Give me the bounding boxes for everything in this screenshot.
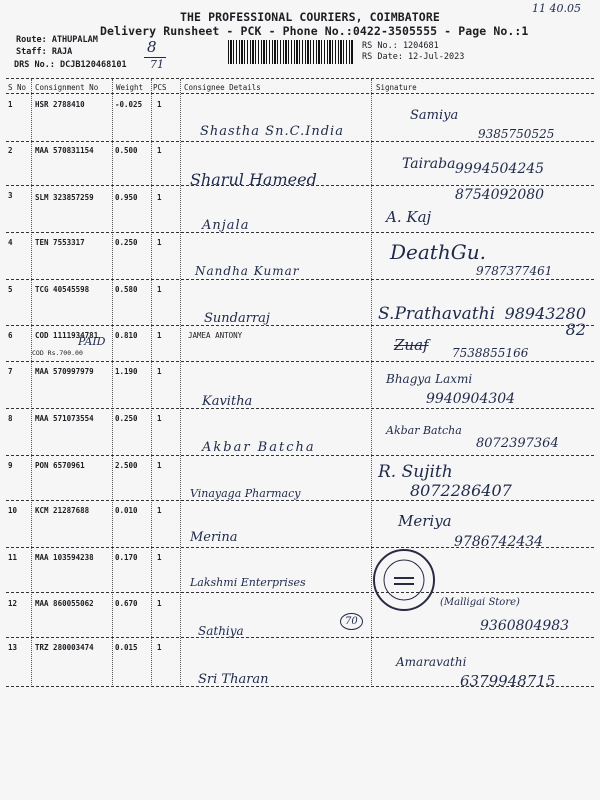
row-sig-name: S.Prathavathi <box>378 304 496 324</box>
row-consignment: SLM 323857259 <box>35 193 94 202</box>
circled-mark-value: 70 <box>340 613 363 630</box>
row-sno: 3 <box>8 191 13 200</box>
row-sig-name: Akbar Batcha <box>386 424 462 437</box>
row-weight: 0.250 <box>115 238 138 247</box>
row-pcs: 1 <box>157 238 162 247</box>
row-weight: 0.580 <box>115 285 138 294</box>
row-sig-phone: 6379948715 <box>460 672 556 690</box>
header-signature: Signature <box>376 83 417 92</box>
row-divider <box>6 637 594 638</box>
row-pcs: 1 <box>157 414 162 423</box>
row-weight: 0.015 <box>115 643 138 652</box>
row-consignee: JAMEA ANTONY <box>188 331 243 340</box>
row-sig-phone: 7538855166 <box>452 346 529 360</box>
row-consignment: MAA 103594238 <box>35 553 94 562</box>
row-consignee: Kavitha <box>202 394 253 409</box>
row-divider <box>6 547 594 548</box>
row-consignee: Sathiya <box>198 624 244 638</box>
staff-label: Staff: RAJA <box>16 47 73 57</box>
row-divider <box>6 408 594 409</box>
row-consignee: Lakshmi Enterprises <box>190 576 306 589</box>
row-weight: 0.670 <box>115 599 138 608</box>
header-consignment: Consignment No <box>35 83 99 92</box>
row-sig-name: A. Kaj <box>386 208 432 226</box>
row-pcs: 1 <box>157 193 162 202</box>
row-consignment: COD 1111934781 <box>35 331 99 340</box>
row-pcs: 1 <box>157 285 162 294</box>
company-title: THE PROFESSIONAL COURIERS, COIMBATORE <box>180 10 440 24</box>
row-consignment: MAA 860055062 <box>35 599 94 608</box>
row-consignment: TRZ 280003474 <box>35 643 94 652</box>
row-sig-phone: 9385750525 <box>478 127 555 141</box>
company-stamp <box>372 548 436 612</box>
row-sno: 7 <box>8 367 13 376</box>
row-pcs: 1 <box>157 599 162 608</box>
row-sig-phone: 8072286407 <box>410 481 512 500</box>
row-consignee: Shastha Sn.C.India <box>200 124 344 139</box>
row-sno: 12 <box>8 599 18 608</box>
row-weight: 0.810 <box>115 331 138 340</box>
row-divider <box>6 500 594 501</box>
row-pcs: 1 <box>157 146 162 155</box>
row-consignment: TCG 40545598 <box>35 285 90 294</box>
row-sno: 10 <box>8 506 18 515</box>
handwritten-count-top: 8 <box>147 38 157 56</box>
row-consignment: MAA 570997979 <box>35 367 94 376</box>
row-consignee: Sharul Hameed <box>190 170 317 189</box>
row-weight: 0.500 <box>115 146 138 155</box>
runsheet-subtitle: Delivery Runsheet - PCK - Phone No.:0422-3505555 - Page No.:1 <box>100 24 529 38</box>
row-weight: 0.010 <box>115 506 138 515</box>
row-consignee: Sri Tharan <box>198 672 269 687</box>
row-consignee: Sundarraj <box>204 311 270 326</box>
row-weight: 0.170 <box>115 553 138 562</box>
row-weight: 1.190 <box>115 367 138 376</box>
row-sig-name: DeathGu. <box>390 240 486 264</box>
stamp-seal-icon <box>372 548 436 612</box>
row-consignee: Merina <box>190 530 238 545</box>
row-pcs: 1 <box>157 367 162 376</box>
row-divider <box>6 141 594 142</box>
row-pcs: 1 <box>157 506 162 515</box>
row-sno: 8 <box>8 414 13 423</box>
row-divider <box>6 279 594 280</box>
row-sig-phone: 98943280 82 <box>504 304 586 339</box>
row-pcs: 1 <box>157 331 162 340</box>
row-sig-name: Samiya <box>410 108 459 123</box>
col-sep-3 <box>151 79 152 687</box>
row-sig-phone: 9787377461 <box>476 264 553 278</box>
row-sno: 2 <box>8 146 13 155</box>
row-sig-name: Amaravathi <box>396 655 467 669</box>
row-consignment: PON 6570961 <box>35 461 85 470</box>
header-weight: Weight <box>116 83 144 92</box>
row-consignee: Nandha Kumar <box>195 264 300 278</box>
row-sig-name: R. Sujith <box>378 462 453 482</box>
row-divider <box>6 592 594 593</box>
row-sno: 5 <box>8 285 13 294</box>
drs-number: DRS No.: DCJB120468101 <box>14 60 127 70</box>
row-divider <box>6 185 594 186</box>
row-pcs: 1 <box>157 643 162 652</box>
row-sno: 13 <box>8 643 18 652</box>
col-sep-1 <box>31 79 32 687</box>
table-bottom-rule <box>6 686 594 687</box>
rs-date: RS Date: 12-Jul-2023 <box>362 52 465 62</box>
row-sig-phone: 9786742434 <box>454 534 544 550</box>
header-sno: S No <box>8 83 27 92</box>
row-consignment: HSR 2788410 <box>35 100 85 109</box>
col-sep-4 <box>180 79 181 687</box>
row-pcs: 1 <box>157 553 162 562</box>
cod-amount: COD Rs.700.00 <box>32 349 83 357</box>
paid-stamp: PAID <box>78 335 106 348</box>
row-divider <box>6 455 594 456</box>
circled-mark <box>340 613 363 630</box>
row-sig-phone: 9360804983 <box>480 618 570 634</box>
row-sig-name: Meriya <box>398 512 452 530</box>
handwritten-count-bottom: 71 <box>150 58 164 71</box>
row-weight: 2.500 <box>115 461 138 470</box>
row-sig-phone: 9940904304 <box>426 391 516 407</box>
barcode-image <box>228 40 354 64</box>
row-sig-phone: 8072397364 <box>476 436 559 451</box>
row-divider <box>6 325 594 326</box>
row-sno: 11 <box>8 553 18 562</box>
row-sig-name: (Malligai Store) <box>440 597 520 608</box>
header-bottom-rule <box>6 93 594 94</box>
row-weight: 0.250 <box>115 414 138 423</box>
row-divider <box>6 232 594 233</box>
row-consignee: Vinayaga Pharmacy <box>190 487 301 500</box>
row-sig-name: Tairaba <box>402 156 456 172</box>
row-sno: 1 <box>8 100 13 109</box>
row-consignment: MAA 570831154 <box>35 146 94 155</box>
stamp-text <box>374 612 375 613</box>
row-pcs: 1 <box>157 100 162 109</box>
row-consignee: Anjala <box>202 218 250 233</box>
row-consignment: TEN 7553317 <box>35 238 85 247</box>
col-sep-2 <box>112 79 113 687</box>
row-sig-name: Zuaf <box>394 336 429 354</box>
row-consignment: MAA 571073554 <box>35 414 94 423</box>
corner-note: 11 40.05 <box>532 2 581 15</box>
row-pcs: 1 <box>157 461 162 470</box>
row-sig-phone: 9994504245 8754092080 <box>455 161 545 203</box>
row-sno: 6 <box>8 331 13 340</box>
row-weight: 0.950 <box>115 193 138 202</box>
row-consignment: KCM 21287688 <box>35 506 90 515</box>
row-sno: 4 <box>8 238 13 247</box>
row-sno: 9 <box>8 461 13 470</box>
route-label: Route: ATHUPALAM <box>16 35 98 45</box>
row-consignee: Akbar Batcha <box>202 440 316 455</box>
row-weight: -0.025 <box>115 100 143 109</box>
row-divider <box>6 361 594 362</box>
rs-number: RS No.: 1204681 <box>362 41 439 51</box>
row-sig-name: Bhagya Laxmi <box>386 372 473 386</box>
header-pcs: PCS <box>153 83 167 92</box>
header-consignee: Consignee Details <box>184 83 261 92</box>
header-top-rule <box>6 78 594 79</box>
